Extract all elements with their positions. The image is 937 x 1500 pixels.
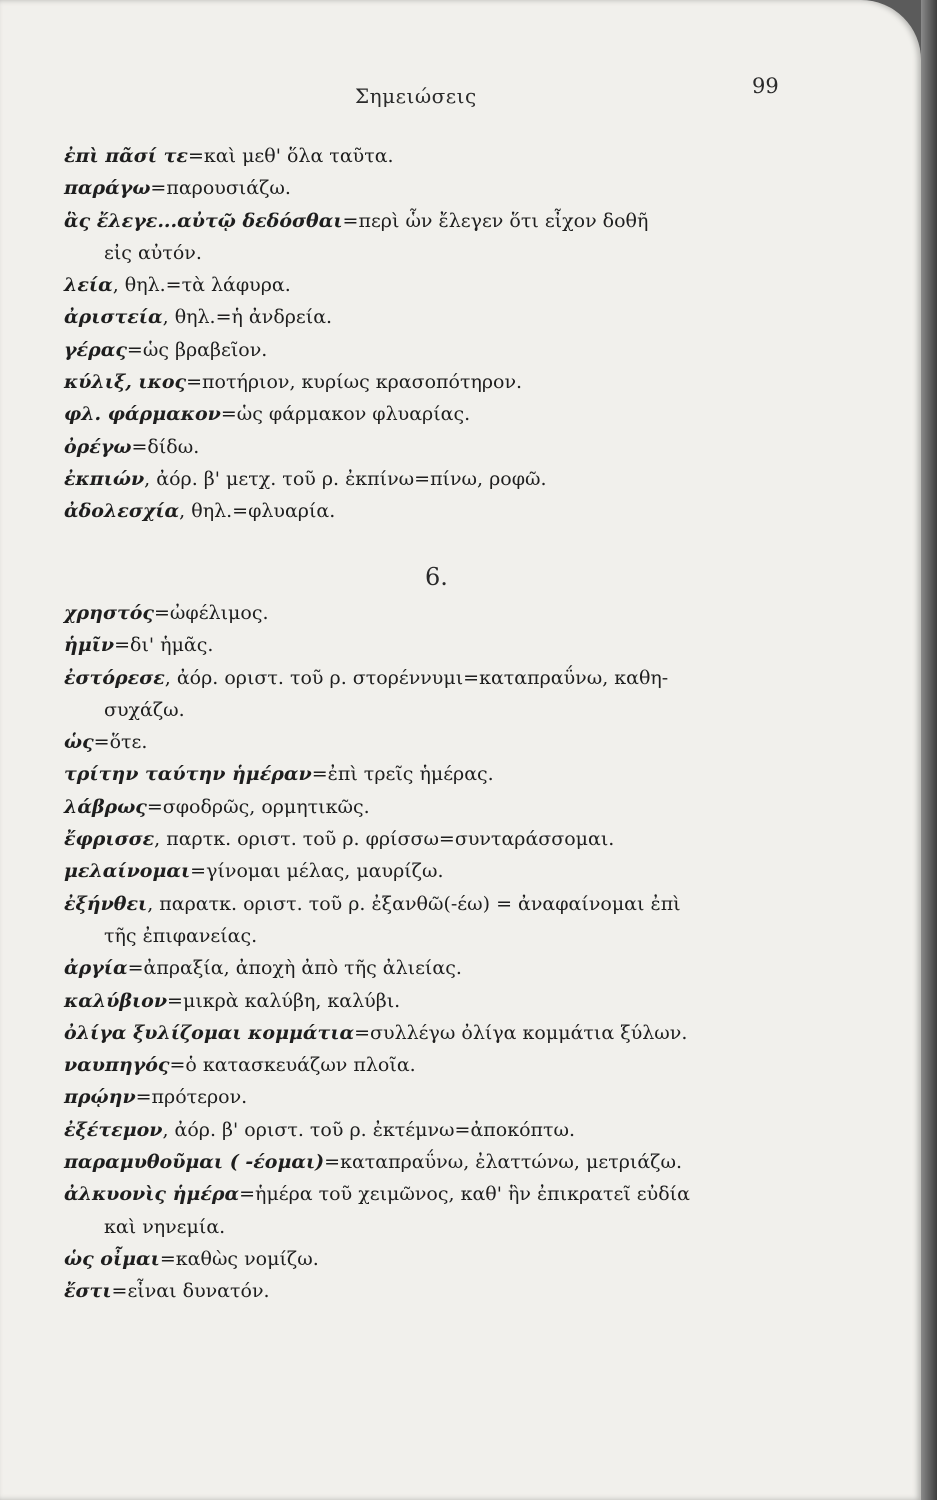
glossary-entry [64,366,864,398]
glossary-entry [64,269,864,301]
entry-definition: =ὠφέλιμος. [153,602,269,624]
glossary-entry [64,920,864,952]
page-edge-shadow [921,0,937,1500]
running-head: Σημειώσεις [355,84,477,108]
entry-definition: =ὡς βραβεῖον. [126,338,268,361]
entry-definition: =ἡμέρα τοῦ χειμῶνος, καθ' ἣν ἐπικρατεῖ εὐδία [239,1183,690,1206]
entry-definition: , παρτκ. οριστ. τοῦ ρ. φρίσσω=συνταράσσομαι. [154,828,615,851]
entry-definition: , ἀόρ. οριστ. τοῦ ρ. στορέννυμι=καταπραΰνω, καθη- [164,666,669,689]
entry-term: λάβρως [64,795,147,818]
glossary-entry [64,301,864,333]
glossary-entry [64,726,864,758]
entry-definition: =ἐπὶ τρεῖς ἡμέρας. [311,763,494,786]
entry-term: χρηστός [64,602,154,624]
entry-definition: =καὶ μεθ' ὅλα ταῦτα. [187,145,394,167]
glossary-entry [64,463,864,495]
entry-definition: , ἀόρ. β' οριστ. τοῦ ρ. ἐκτέμνω=ἀποκόπτω. [162,1118,576,1141]
entry-term: ἀλκυονὶς ἡμέρα [64,1183,240,1206]
entry-term: πρῴην [64,1086,136,1109]
entry-definition: =παρουσιάζω. [150,177,291,200]
glossary-entry [64,985,864,1017]
entry-definition: =ὡς φάρμακον φλυαρίας. [220,403,471,426]
entry-definition: , παρατκ. οριστ. τοῦ ρ. ἐξανθῶ(-έω) = ἀναφαίνομαι ἐπὶ [147,892,681,915]
entry-definition: =ποτήριον, κυρίως κρασοπότηρον. [186,371,523,394]
glossary-entry [64,205,864,237]
glossary-entry [64,495,864,527]
entry-term: λεία [64,274,113,297]
entry-term: τρίτην ταύτην ἡμέραν [64,763,312,786]
entry-definition: =ὁ κατασκευάζων πλοῖα. [169,1054,416,1077]
glossary-entry [64,888,864,920]
glossary-entry [64,237,864,269]
entry-definition: =ἀπραξία, ἀποχὴ ἀπὸ τῆς ἀλιείας. [127,957,462,980]
entry-term: ἡμῖν [64,634,115,657]
entry-term: ὀρέγω [64,435,132,458]
section-number: 6. [425,563,448,591]
entry-definition: , ἀόρ. β' μετχ. τοῦ ρ. ἐκπίνω=πίνω, ροφῶ. [144,467,547,490]
entry-definition: , θηλ.=τὰ λάφυρα. [112,274,291,297]
entry-definition: , θηλ.=φλυαρία. [179,500,336,523]
glossary-block-2 [64,597,864,1308]
entry-term: ἀργία [64,957,128,980]
entry-term: μελαίνομαι [64,860,191,883]
page-number: 99 [752,74,779,98]
glossary-entry [64,1114,864,1146]
entry-definition: , θηλ.=ἡ ἀνδρεία. [162,306,333,329]
entry-term: ἃς ἔλεγε...αὐτῷ δεδόσθαι [64,209,343,232]
entry-term: ὡς οἶμαι [64,1247,160,1270]
entry-term: ἔστι [64,1280,112,1303]
entry-definition: =δίδω. [131,435,200,458]
glossary-entry [64,1017,864,1049]
glossary-entry [64,855,864,887]
entry-term: ὡς [64,731,94,754]
glossary-entry [64,334,864,366]
glossary-block-1 [64,140,864,528]
glossary-entry [64,694,864,726]
glossary-entry [64,1049,864,1081]
entry-term: παράγω [64,177,151,200]
entry-definition: εἰς αὐτόν. [104,241,202,264]
entry-definition: καὶ νηνεμία. [104,1215,226,1238]
glossary-entry [64,823,864,855]
entry-term: ἐξήνθει [64,892,148,915]
entry-definition: =περὶ ὧν ἔλεγεν ὅτι εἶχον δοθῆ [342,209,649,232]
glossary-entry [64,1178,864,1210]
entry-definition: =πρότερον. [135,1086,248,1109]
glossary-entry [64,791,864,823]
glossary-entry [64,140,864,172]
entry-definition: τῆς ἐπιφανείας. [104,924,258,947]
glossary-entry [64,1211,864,1243]
glossary-entry [64,629,864,661]
entry-term: ἀδολεσχία [64,500,180,523]
entry-term: γέρας [64,338,127,361]
entry-definition: =συλλέγω ὀλίγα κομμάτια ξύλων. [354,1021,688,1044]
entry-definition: =καταπραΰνω, ἐλαττώνω, μετριάζω. [324,1151,682,1174]
entry-definition: =σφοδρῶς, ορμητικῶς. [146,795,370,818]
glossary-entry [64,1146,864,1178]
entry-term: ἀριστεία [64,306,163,329]
entry-definition: =μικρὰ καλύβη, καλύβι. [167,989,401,1012]
entry-term: παραμυθοῦμαι ( -έομαι) [64,1151,325,1174]
entry-definition: =δι' ἡμᾶς. [114,634,214,657]
glossary-entry [64,758,864,790]
entry-term: ἐπὶ πᾶσί τε [64,145,188,167]
glossary-entry [64,1243,864,1275]
entry-term: ἔφρισσε [64,828,155,851]
entry-term: κύλιξ, ικος [64,371,187,394]
entry-definition: =εἶναι δυνατόν. [111,1280,270,1303]
glossary-entry [64,398,864,430]
entry-term: φλ. φάρμακον [64,403,221,426]
entry-term: καλύβιον [64,989,168,1012]
entry-term: ἐξέτεμον [64,1118,163,1141]
entry-definition: =καθὼς νομίζω. [159,1247,319,1270]
entry-term: ἐστόρεσε [64,666,165,689]
glossary-entry [64,1081,864,1113]
entry-definition: =γίνομαι μέλας, μαυρίζω. [190,860,444,883]
entry-term: ναυπηγός [64,1054,170,1077]
glossary-entry [64,597,864,629]
entry-definition: =ὅτε. [93,731,148,754]
entry-definition: συχάζω. [104,698,185,721]
entry-term: ἐκπιών [64,467,145,490]
glossary-entry [64,662,864,694]
glossary-entry [64,1275,864,1307]
glossary-entry [64,952,864,984]
entry-term: ὀλίγα ξυλίζομαι κομμάτια [64,1021,355,1044]
glossary-entry [64,431,864,463]
glossary-entry [64,172,864,204]
